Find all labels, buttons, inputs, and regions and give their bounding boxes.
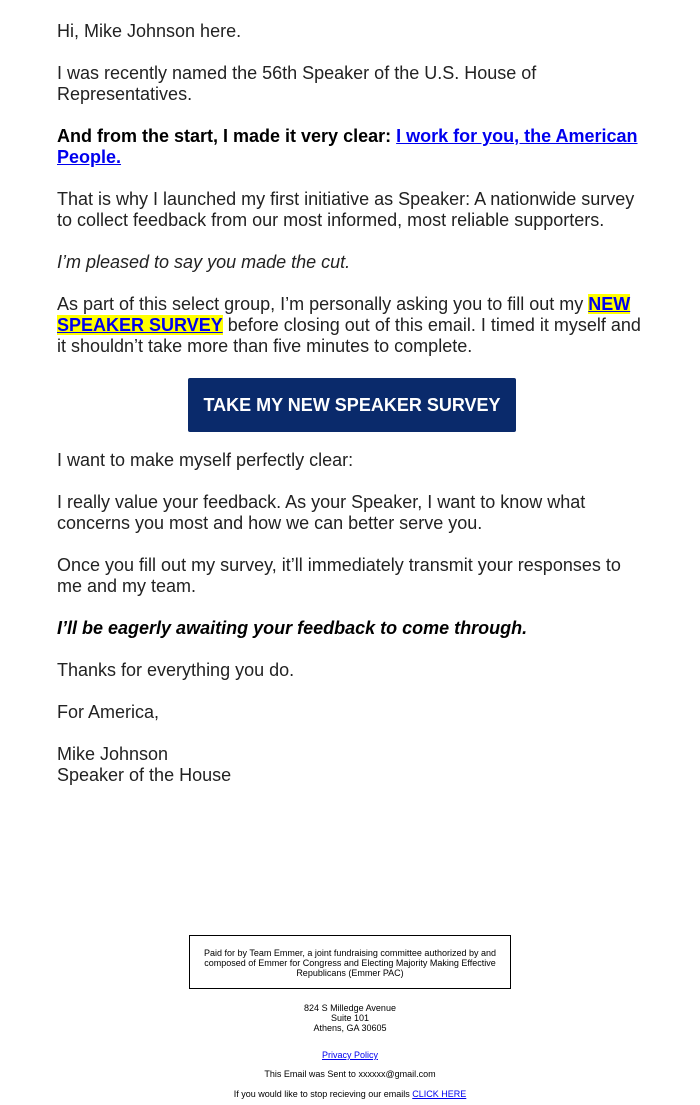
survey-request-text-after: before closing out of this email. I timed it myself and it shouldn’t take more than five minutes to complete.: [57, 315, 641, 356]
unsubscribe-text: If you would like to stop recieving our emails: [233, 1089, 413, 1099]
address-line: Suite 101: [330, 1013, 370, 1023]
bold-text: And from the start, I made it very clear:: [57, 126, 397, 146]
address-line: 824 S Milledge Avenue: [304, 1003, 396, 1013]
signature-name: Mike Johnson: [57, 744, 169, 764]
sent-to-notice: This Email was Sent to xxxxxx@gmail.com: [264, 1069, 436, 1079]
paragraph-value-feedback: I really value your feedback. As your Speaker, I want to know what concerns you most and how we can better serve you.: [57, 492, 586, 533]
unsubscribe-notice: [0, 1089, 700, 1099]
paragraph-initiative: That is why I launched my first initiative as Speaker: A nationwide survey to collect feedback from our most informed, most reliable supporters.: [57, 189, 635, 230]
closing: For America,: [57, 702, 160, 722]
paragraph-made-cut: I’m pleased to say you made the cut.: [57, 252, 351, 272]
mailing-address: [0, 1003, 700, 1033]
greeting: Hi, Mike Johnson here.: [57, 21, 242, 41]
paragraph-awaiting: I’ll be eagerly awaiting your feedback to come through.: [57, 618, 528, 638]
signature-title: Speaker of the House: [57, 765, 232, 785]
new-speaker-survey-link[interactable]: NEW SPEAKER SURVEY: [57, 294, 631, 335]
work-for-you-link[interactable]: I work for you, the American People.: [57, 126, 638, 167]
paragraph-speaker-named: I was recently named the 56th Speaker of the U.S. House of Representatives.: [57, 63, 537, 104]
cta-container: [57, 378, 647, 432]
address-line: Athens, GA 30605: [313, 1023, 387, 1033]
email-body: [57, 21, 647, 786]
paragraph-survey-request: [57, 294, 647, 357]
signature: [57, 744, 647, 786]
paragraph-perfectly-clear: I want to make myself perfectly clear:: [57, 450, 354, 470]
unsubscribe-link[interactable]: CLICK HERE: [412, 1089, 467, 1099]
email-footer: [0, 935, 700, 1099]
privacy-policy-link[interactable]: Privacy Policy: [321, 1050, 378, 1060]
take-survey-button[interactable]: TAKE MY NEW SPEAKER SURVEY: [188, 378, 516, 432]
survey-request-text-before: As part of this select group, I’m personally asking you to fill out my: [57, 294, 589, 314]
paragraph-thanks: Thanks for everything you do.: [57, 660, 295, 680]
paragraph-transmit: Once you fill out my survey, it’ll immediately transmit your responses to me and my team.: [57, 555, 621, 596]
privacy-container: [0, 1050, 700, 1060]
paid-for-disclaimer: Paid for by Team Emmer, a joint fundraising committee authorized by and composed of Emmer for Congress and Electing Majority Making Effective Republicans (Emmer PAC): [189, 935, 511, 989]
paragraph-work-for-you: [57, 126, 647, 168]
